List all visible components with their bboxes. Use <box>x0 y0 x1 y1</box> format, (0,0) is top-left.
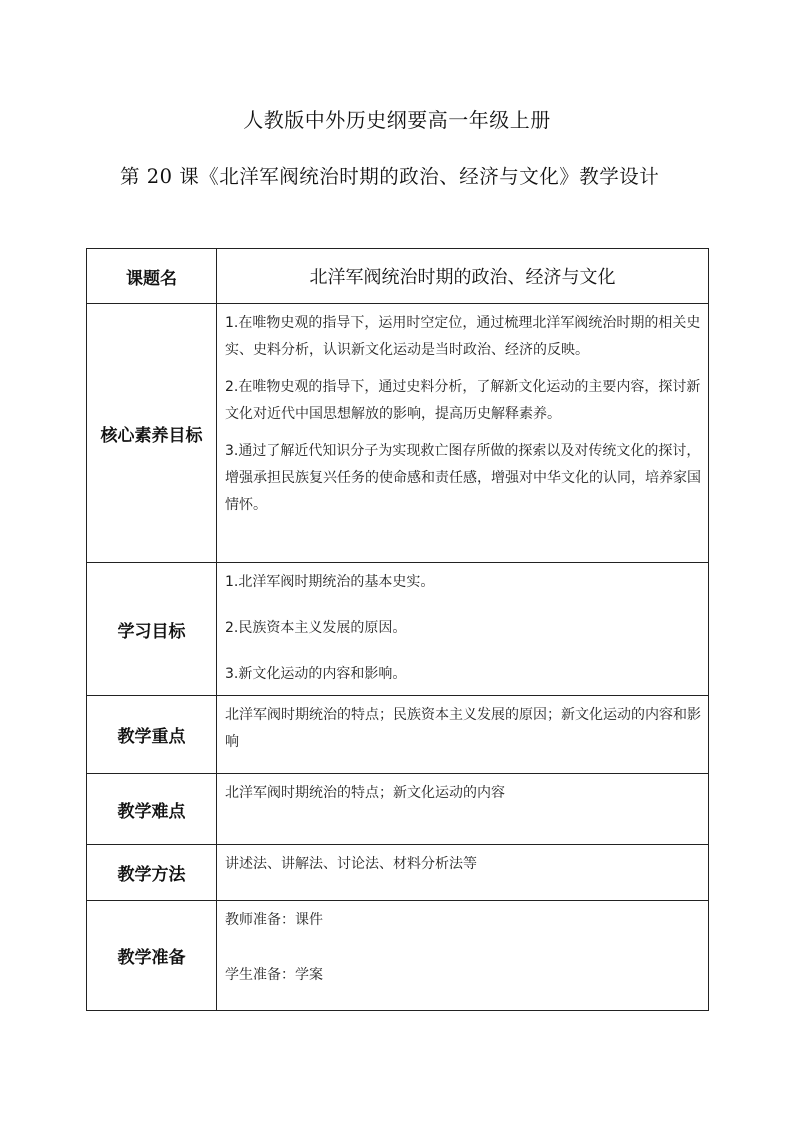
table-row-methods <box>87 845 709 901</box>
table-row-preparation <box>87 901 709 1011</box>
core-literacy-item-2: 2.在唯物史观的指导下，通过史料分析，了解新文化运动的主要内容，探讨新文化对近代中国思想解放的影响，提高历史解释素养。 <box>225 379 701 422</box>
learning-goal-item-1: 1.北洋军阀时期统治的基本史实。 <box>225 574 435 590</box>
table-row-learning-goals <box>87 563 709 696</box>
table-row-core-literacy <box>87 304 709 563</box>
difficulties-label: 教学难点 <box>87 774 217 845</box>
learning-goals-label: 学习目标 <box>87 563 217 696</box>
core-literacy-item-1: 1.在唯物史观的指导下，运用时空定位，通过梳理北洋军阀统治时期的相关史实、史料分析，认识新文化运动是当时政治、经济的反映。 <box>225 315 701 358</box>
table-row-topic <box>87 249 709 304</box>
difficulties-content: 北洋军阀时期统治的特点；新文化运动的内容 <box>217 774 709 845</box>
learning-goal-item-3: 3.新文化运动的内容和影响。 <box>225 666 407 682</box>
core-literacy-label: 核心素养目标 <box>87 304 217 563</box>
lesson-title: 第 20 课《北洋军阀统治时期的政治、经济与文化》教学设计 <box>120 165 660 188</box>
methods-label: 教学方法 <box>87 845 217 901</box>
student-preparation: 学生准备：学案 <box>225 967 323 983</box>
teacher-preparation: 教师准备：课件 <box>225 912 323 928</box>
methods-content: 讲述法、讲解法、讨论法、材料分析法等 <box>217 845 709 901</box>
table-row-key-points <box>87 696 709 774</box>
topic-value: 北洋军阀统治时期的政治、经济与文化 <box>217 249 709 304</box>
core-literacy-item-3: 3.通过了解近代知识分子为实现救亡图存所做的探索以及对传统文化的探讨，增强承担民族复兴任务的使命感和责任感，增强对中华文化的认同，培养家国情怀。 <box>225 443 701 513</box>
learning-goal-item-2: 2.民族资本主义发展的原因。 <box>225 620 407 636</box>
table-row-difficulties <box>87 774 709 845</box>
core-literacy-content <box>217 304 709 563</box>
lesson-plan-table <box>86 248 709 1011</box>
key-points-label: 教学重点 <box>87 696 217 774</box>
document-title: 人教版中外历史纲要高一年级上册 <box>243 108 551 132</box>
preparation-label: 教学准备 <box>87 901 217 1011</box>
topic-label: 课题名 <box>87 249 217 304</box>
learning-goals-content <box>217 563 709 696</box>
preparation-content <box>217 901 709 1011</box>
key-points-content: 北洋军阀时期统治的特点；民族资本主义发展的原因；新文化运动的内容和影响 <box>217 696 709 774</box>
